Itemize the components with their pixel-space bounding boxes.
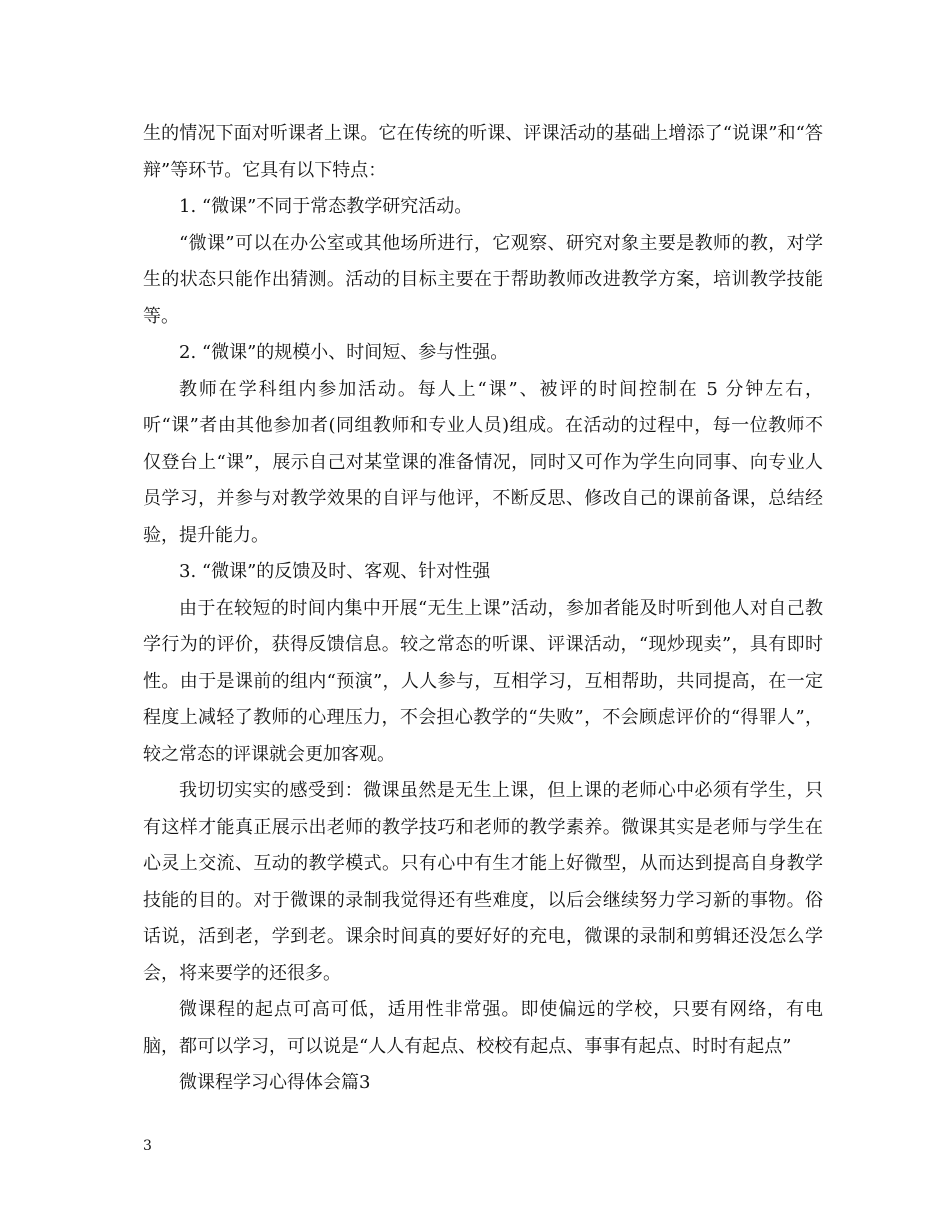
paragraph: 微课程的起点可高可低，适用性非常强。即使偏远的学校，只要有网络，有电脑，都可以学习，可以说是“人人有起点、校校有起点、事事有起点、时时有起点” xyxy=(143,999,823,1057)
section-title: 微课程学习心得体会篇3 xyxy=(179,1072,371,1093)
paragraph: 由于在较短的时间内集中开展“无生上课”活动，参加者能及时听到他人对自己教学行为的评价，获得反馈信息。较之常态的听课、评课活动，“现炒现卖”，具有即时性。由于是课前的组内“预演”，人人参与，互相学习，互相帮助，共同提高，在一定程度上减轻了教师的心理压力，不会担心教学的“失败”，不会顾虑评价的“得罪人”，较之常态的评课就会更加客观。 xyxy=(143,597,823,765)
document-body xyxy=(143,116,823,1102)
list-heading-2: 2. “微课”的规模小、时间短、参与性强。 xyxy=(179,342,509,363)
paragraph: 教师在学科组内参加活动。每人上“课”、被评的时间控制在 5 分钟左右，听“课”者由其他参加者(同组教师和专业人员)组成。在活动的过程中，每一位教师不仅登台上“课”，展示自己对某堂课的准备情况，同时又可作为学生向同事、向专业人员学习，并参与对教学效果的自评与他评，不断反思、修改自己的课前备课，总结经验，提升能力。 xyxy=(143,378,823,546)
paragraph: “微课”可以在办公室或其他场所进行，它观察、研究对象主要是教师的教，对学生的状态只能作出猜测。活动的目标主要在于帮助教师改进教学方案，培训教学技能等。 xyxy=(143,232,823,327)
list-heading-3: 3. “微课”的反馈及时、客观、针对性强 xyxy=(179,561,491,582)
paragraph-continuation: 生的情况下面对听课者上课。它在传统的听课、评课活动的基础上增添了“说课”和“答辩”等环节。它具有以下特点： xyxy=(143,123,823,181)
list-heading-1: 1. “微课”不同于常态教学研究活动。 xyxy=(179,196,473,217)
page-number: 3 xyxy=(143,1138,152,1154)
paragraph: 我切切实实的感受到：微课虽然是无生上课，但上课的老师心中必须有学生，只有这样才能真正展示出老师的教学技巧和老师的教学素养。微课其实是老师与学生在心灵上交流、互动的教学模式。只有心中有生才能上好微型，从而达到提高自身教学技能的目的。对于微课的录制我觉得还有些难度，以后会继续努力学习新的事物。俗话说，活到老，学到老。课余时间真的要好好的充电，微课的录制和剪辑还没怎么学会，将来要学的还很多。 xyxy=(143,780,823,984)
